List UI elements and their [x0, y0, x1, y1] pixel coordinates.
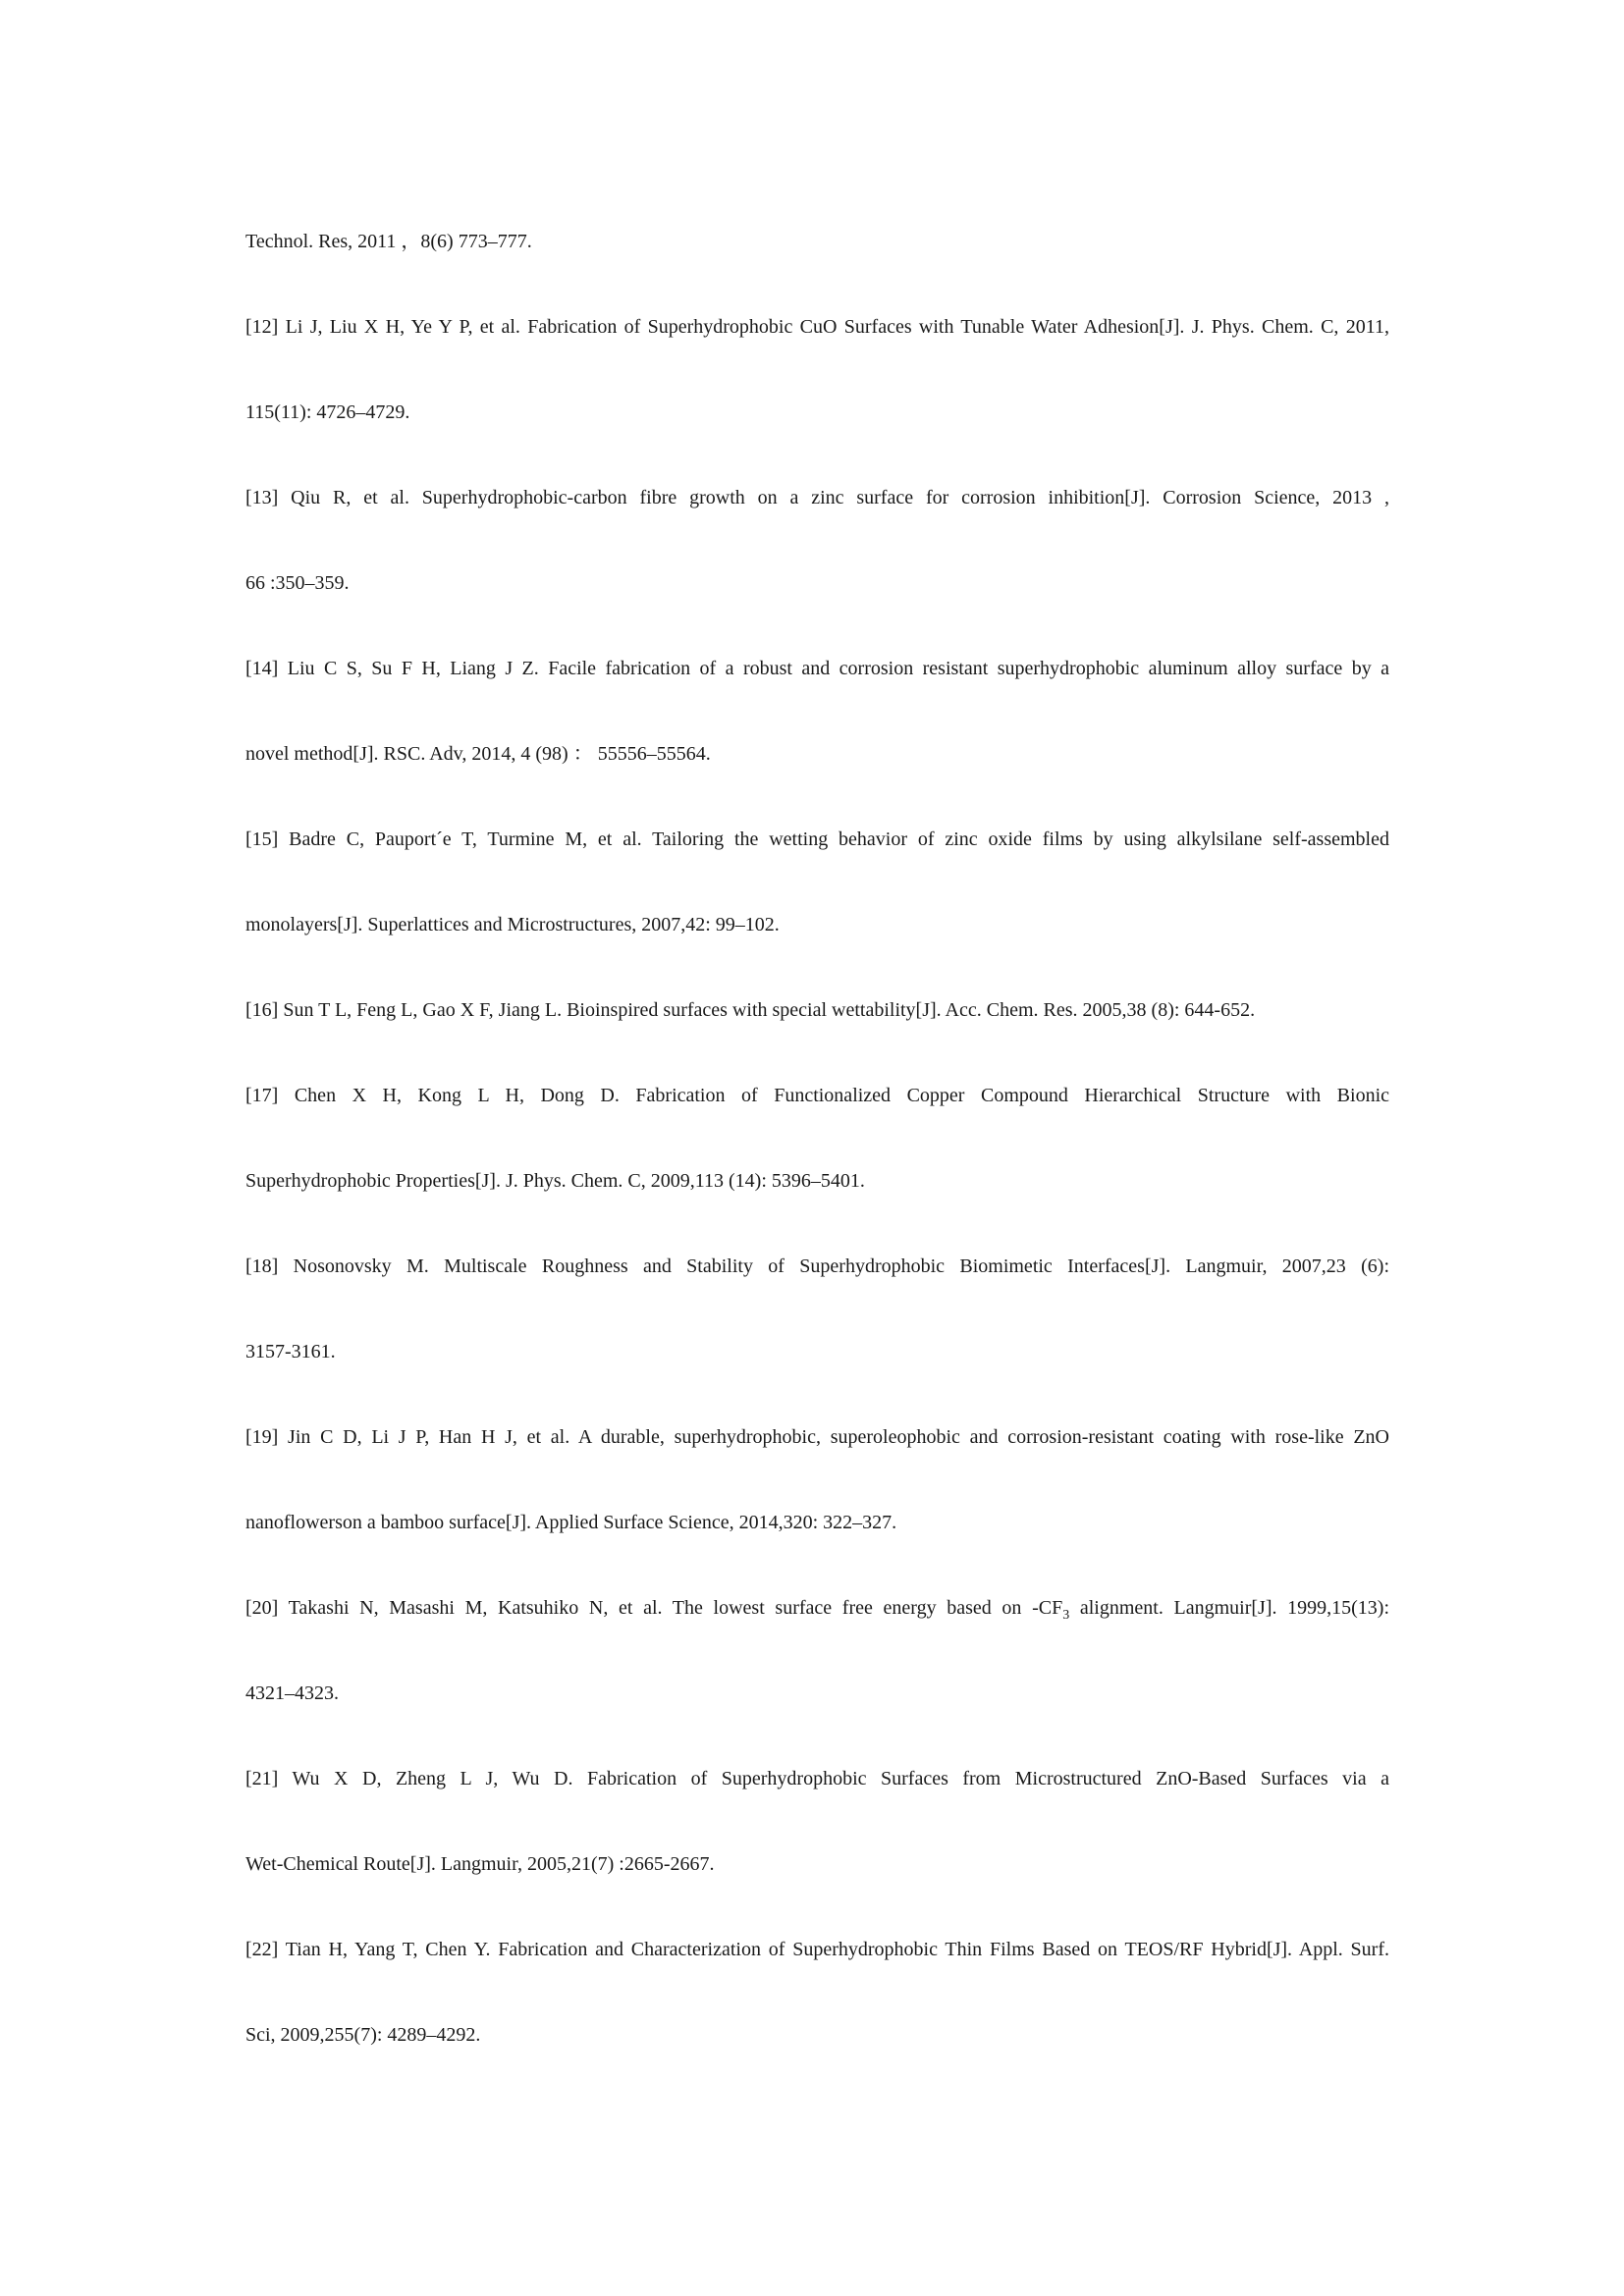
reference-20-line-1	[245, 1595, 1389, 1629]
reference-19-line-1: [19] Jin C D, Li J P, Han H J, et al. A durable, superhydrophobic, superoleophobic and corrosion-resistant coating with rose-like ZnO	[245, 1426, 1389, 1448]
reference-14-line-1: [14] Liu C S, Su F H, Liang J Z. Facile fabrication of a robust and corrosion resistant superhydrophobic aluminum alloy surface by a	[245, 658, 1389, 679]
reference-18-line-1: [18] Nosonovsky M. Multiscale Roughness and Stability of Superhydrophobic Biomimetic Interfaces[J]. Langmuir, 2007,23 (6):	[245, 1255, 1389, 1277]
reference-22-line-2: Sci, 2009,255(7): 4289–4292.	[245, 2024, 481, 2046]
reference-continuation: Technol. Res, 2011 ，8(6) 773–777.	[245, 231, 532, 252]
reference-20-text-end: alignment. Langmuir[J]. 1999,15(13):	[1069, 1597, 1390, 1619]
reference-list-page	[245, 0, 1389, 2296]
reference-21-line-1: [21] Wu X D, Zheng L J, Wu D. Fabrication of Superhydrophobic Surfaces from Microstructured ZnO-Based Surfaces via a	[245, 1768, 1389, 1789]
reference-13-line-2: 66 :350–359.	[245, 572, 350, 594]
reference-17-line-1: [17] Chen X H, Kong L H, Dong D. Fabrication of Functionalized Copper Compound Hierarchical Structure with Bionic	[245, 1085, 1389, 1106]
reference-17-line-2: Superhydrophobic Properties[J]. J. Phys. Chem. C, 2009,113 (14): 5396–5401.	[245, 1170, 865, 1192]
reference-15-line-2: monolayers[J]. Superlattices and Microstructures, 2007,42: 99–102.	[245, 914, 780, 935]
reference-19-line-2: nanoflowerson a bamboo surface[J]. Applied Surface Science, 2014,320: 322–327.	[245, 1512, 897, 1533]
reference-20-text-start: [20] Takashi N, Masashi M, Katsuhiko N, et al. The lowest surface free energy based on -CF	[245, 1597, 1063, 1619]
reference-12-line-1: [12] Li J, Liu X H, Ye Y P, et al. Fabrication of Superhydrophobic CuO Surfaces with Tunable Water Adhesion[J]. J. Phys. Chem. C, 2011,	[245, 316, 1389, 338]
reference-22-line-1: [22] Tian H, Yang T, Chen Y. Fabrication and Characterization of Superhydrophobic Thin Films Based on TEOS/RF Hybrid[J]. Appl. Surf.	[245, 1939, 1389, 1960]
reference-18-line-2: 3157-3161.	[245, 1341, 336, 1362]
reference-21-line-2: Wet-Chemical Route[J]. Langmuir, 2005,21(7) :2665-2667.	[245, 1853, 715, 1875]
reference-12-line-2: 115(11): 4726–4729.	[245, 401, 410, 423]
reference-13-line-1: [13] Qiu R, et al. Superhydrophobic-carbon fibre growth on a zinc surface for corrosion inhibition[J]. Corrosion Science, 2013 ,	[245, 487, 1389, 508]
reference-16-line-1: [16] Sun T L, Feng L, Gao X F, Jiang L. Bioinspired surfaces with special wettability[J]. Acc. Chem. Res. 2005,38 (8): 644-652.	[245, 999, 1256, 1021]
reference-20-line-2: 4321–4323.	[245, 1682, 339, 1704]
reference-20-subscript: 3	[1062, 1608, 1070, 1623]
reference-15-line-1: [15] Badre C, Pauport´e T, Turmine M, et al. Tailoring the wetting behavior of zinc oxide films by using alkylsilane self-assembled	[245, 828, 1389, 850]
reference-14-line-2: novel method[J]. RSC. Adv, 2014, 4 (98) ： 55556–55564.	[245, 743, 711, 765]
